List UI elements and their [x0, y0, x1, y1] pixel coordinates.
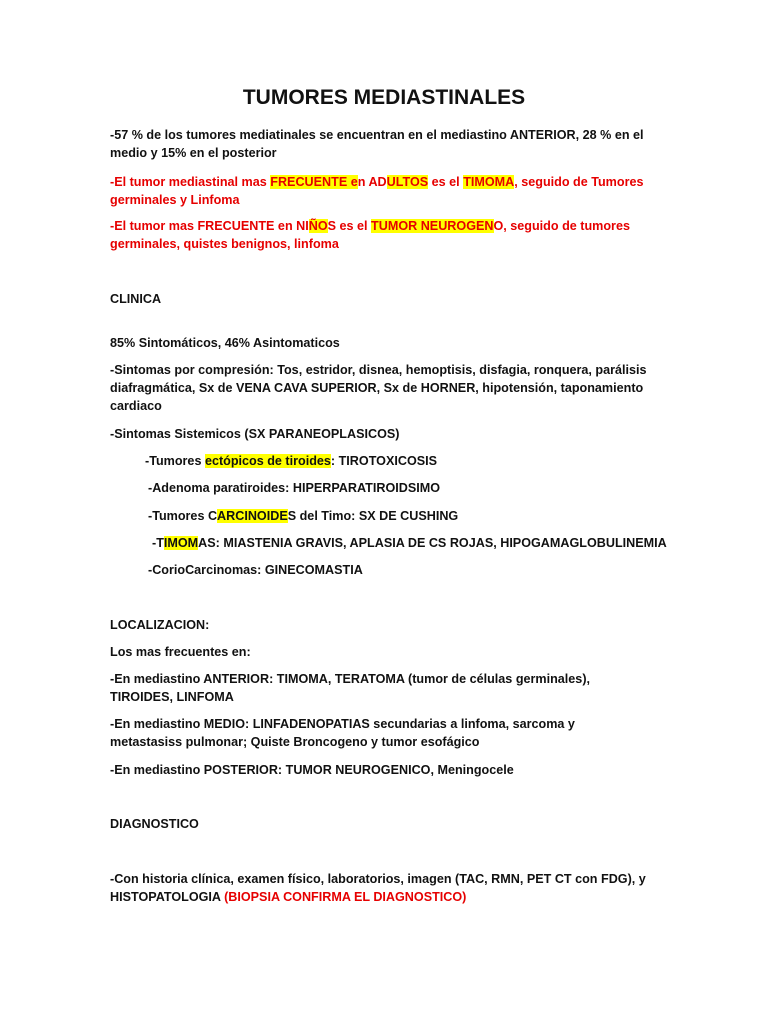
- text-span: AS: MIASTENIA GRAVIS, APLASIA DE CS ROJAS, HIPOGAMAGLOBULINEMIA: [198, 536, 667, 550]
- highlight-span: FRECUENTE e: [270, 175, 358, 189]
- paratiroides-item: -Adenoma paratiroides: HIPERPARATIROIDSIMO: [148, 481, 441, 495]
- text-span: es el: [428, 175, 464, 189]
- highlight-span: IMOM: [163, 536, 199, 550]
- biopsy-emphasis: (BIOPSIA CONFIRMA EL DIAGNOSTICO): [224, 890, 467, 904]
- text-span: -T: [152, 536, 164, 550]
- timomas-item: [152, 534, 672, 552]
- text-span: S es el: [327, 219, 372, 233]
- text-span: -El tumor mediastinal mas: [110, 175, 271, 189]
- text-span: -Con historia clínica, examen físico, laboratorios, imagen (TAC, RMN, PET CT con FDG), y HISTOPATOLOGIA: [110, 872, 646, 904]
- medio-paragraph: -En mediastino MEDIO: LINFADENOPATIAS secundarias a linfoma, sarcoma y metastasiss pulmonar; Quiste Broncogeno y tumor esofágico: [110, 717, 575, 749]
- text-span: O, seguido de tumores germinales, quistes benignos, linfoma: [110, 219, 630, 251]
- highlight-span: TIMOMA: [463, 175, 515, 189]
- clinica-stats: 85% Sintomáticos, 46% Asintomaticos: [110, 336, 340, 350]
- highlight-span: ARCINOIDE: [217, 509, 288, 523]
- diagnostico-heading: DIAGNOSTICO: [110, 817, 199, 831]
- intro-paragraph: -57 % de los tumores mediatinales se encuentran en el mediastino ANTERIOR, 28 % en el medio y 15% en el posterior: [110, 128, 644, 160]
- text-span: , seguido de Tumores germinales y Linfoma: [110, 175, 644, 207]
- compresion-paragraph: -Sintomas por compresión: Tos, estridor, disnea, hemoptisis, disfagia, ronquera, parálisis diafragmática, Sx de VENA CAVA SUPERIOR, Sx de HORNER, hipotensión, taponamiento cardiaco: [110, 363, 647, 413]
- highlight-span: TUMOR NEUROGEN: [371, 219, 494, 233]
- text-span: -El tumor mas FRECUENTE en NI: [110, 219, 309, 233]
- highlight-span: ULTOS: [386, 175, 429, 189]
- posterior-paragraph: -En mediastino POSTERIOR: TUMOR NEUROGENICO, Meningocele: [110, 763, 514, 777]
- clinica-heading: CLINICA: [110, 292, 162, 306]
- text-span: n AD: [357, 175, 387, 189]
- text-span: : TIROTOXICOSIS: [330, 454, 438, 468]
- localizacion-heading: LOCALIZACION:: [110, 618, 210, 632]
- page-title: TUMORES MEDIASTINALES: [242, 86, 526, 109]
- adult-frequency-paragraph: [110, 173, 650, 209]
- tiroides-item: [145, 452, 685, 470]
- corio-item: -CorioCarcinomas: GINECOMASTIA: [148, 563, 363, 577]
- text-span: S del Timo: SX DE CUSHING: [287, 509, 459, 523]
- text-span: -Tumores C: [148, 509, 218, 523]
- highlight-span: ectópicos de tiroides: [204, 454, 331, 468]
- child-frequency-paragraph: [110, 217, 650, 253]
- text-span: -Tumores: [145, 454, 205, 468]
- anterior-paragraph: -En mediastino ANTERIOR: TIMOMA, TERATOMA (tumor de células germinales), TIROIDES, LINFOMA: [110, 672, 591, 704]
- localizacion-sub: Los mas frecuentes en:: [110, 645, 251, 659]
- highlight-span: ÑO: [308, 219, 328, 233]
- carcinoides-item: [148, 507, 688, 525]
- diagnostico-paragraph: [110, 870, 650, 906]
- sistemicos-paragraph: -Sintomas Sistemicos (SX PARANEOPLASICOS): [110, 427, 400, 441]
